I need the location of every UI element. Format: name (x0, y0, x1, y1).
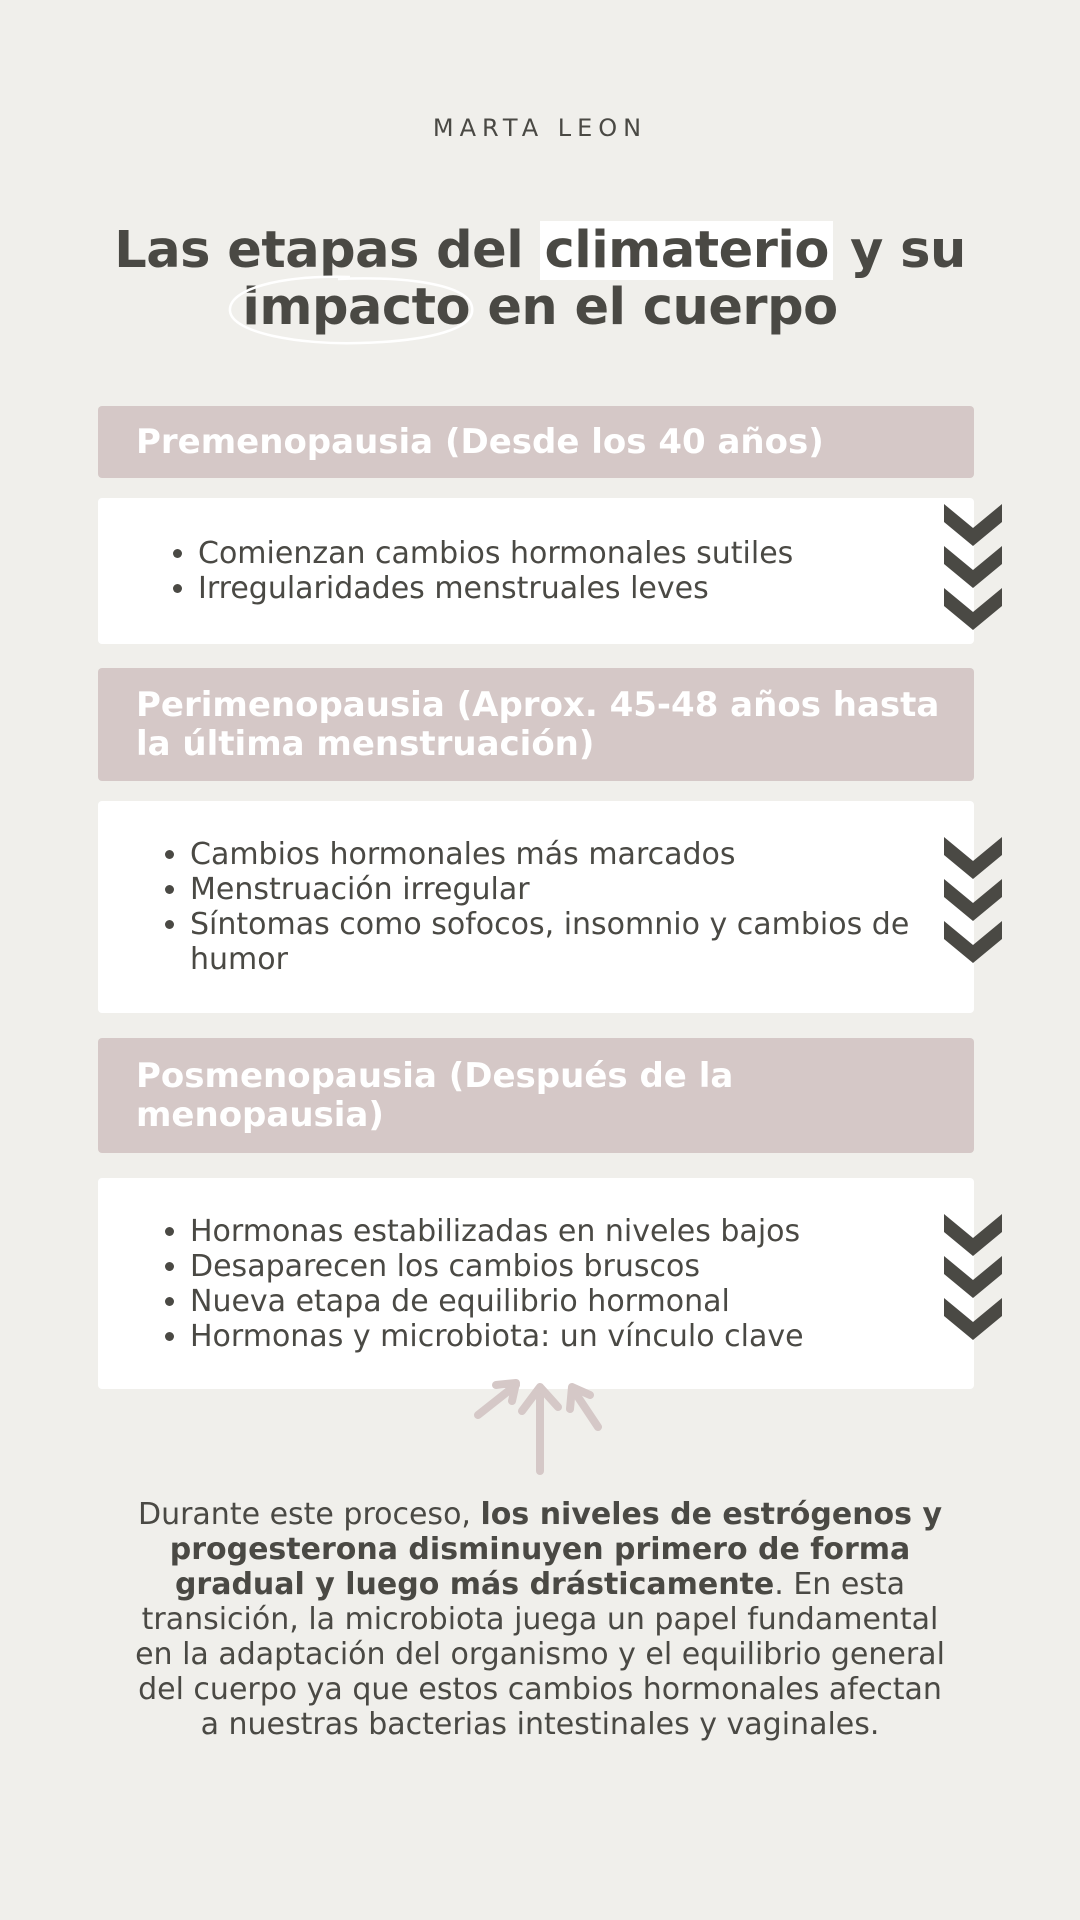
stage-body-perimenopausia (98, 801, 974, 1013)
list-item: • Cambios hormonales más marcados (190, 837, 918, 872)
paragraph-intro: Durante este proceso, (137, 1497, 481, 1532)
arrows-up-icon (470, 1375, 610, 1475)
list-item: • Desaparecen los cambios bruscos (190, 1249, 918, 1284)
stage-list (98, 536, 918, 606)
list-item: • Hormonas estabilizadas en niveles bajos (190, 1214, 918, 1249)
title-part-2: y su (832, 221, 966, 280)
hand-drawn-ellipse-icon (220, 273, 482, 347)
chevrons-down-icon (942, 504, 1004, 636)
stage-header-posmenopausia: Posmenopausia (Después de la menopausia) (98, 1038, 974, 1153)
list-item: • Nueva etapa de equilibrio hormonal (190, 1284, 918, 1319)
list-item: • Irregularidades menstruales leves (198, 571, 918, 606)
stage-body-posmenopausia (98, 1178, 974, 1389)
stage-list (98, 837, 918, 977)
list-item: • Comienzan cambios hormonales sutiles (198, 536, 918, 571)
paragraph-rest: . En esta transición, la microbiota juega un papel fundamental en la adaptación del organismo y el equilibrio general del cuerpo ya que estos cambios hormonales afectan a nuestras bacterias intestinales y vaginales. (135, 1567, 945, 1742)
title-part-3: en el cuerpo (470, 278, 838, 337)
chevrons-down-icon (942, 1214, 1004, 1346)
page-title (60, 222, 1020, 336)
chevrons-down-icon (942, 837, 1004, 969)
title-highlight: climaterio (540, 221, 832, 280)
stage-header-premenopausia: Premenopausia (Desde los 40 años) (98, 406, 974, 478)
list-item: • Hormonas y microbiota: un vínculo clave (190, 1319, 918, 1354)
summary-paragraph (130, 1497, 950, 1742)
brand-name: MARTA LEON (432, 114, 648, 142)
stage-list (98, 1214, 918, 1354)
title-part-1: Las etapas del (114, 221, 541, 280)
title-circled-word: impacto (242, 279, 470, 336)
list-item: • Síntomas como sofocos, insomnio y cambios de humor (190, 907, 918, 977)
paragraph-bold: los niveles de estrógenos y progesterona disminuyen primero de forma gradual y luego más drásticamente (169, 1497, 943, 1602)
list-item: • Menstruación irregular (190, 872, 918, 907)
stage-header-perimenopausia: Perimenopausia (Aprox. 45-48 años hasta la última menstruación) (98, 668, 974, 781)
stage-body-premenopausia (98, 498, 974, 644)
